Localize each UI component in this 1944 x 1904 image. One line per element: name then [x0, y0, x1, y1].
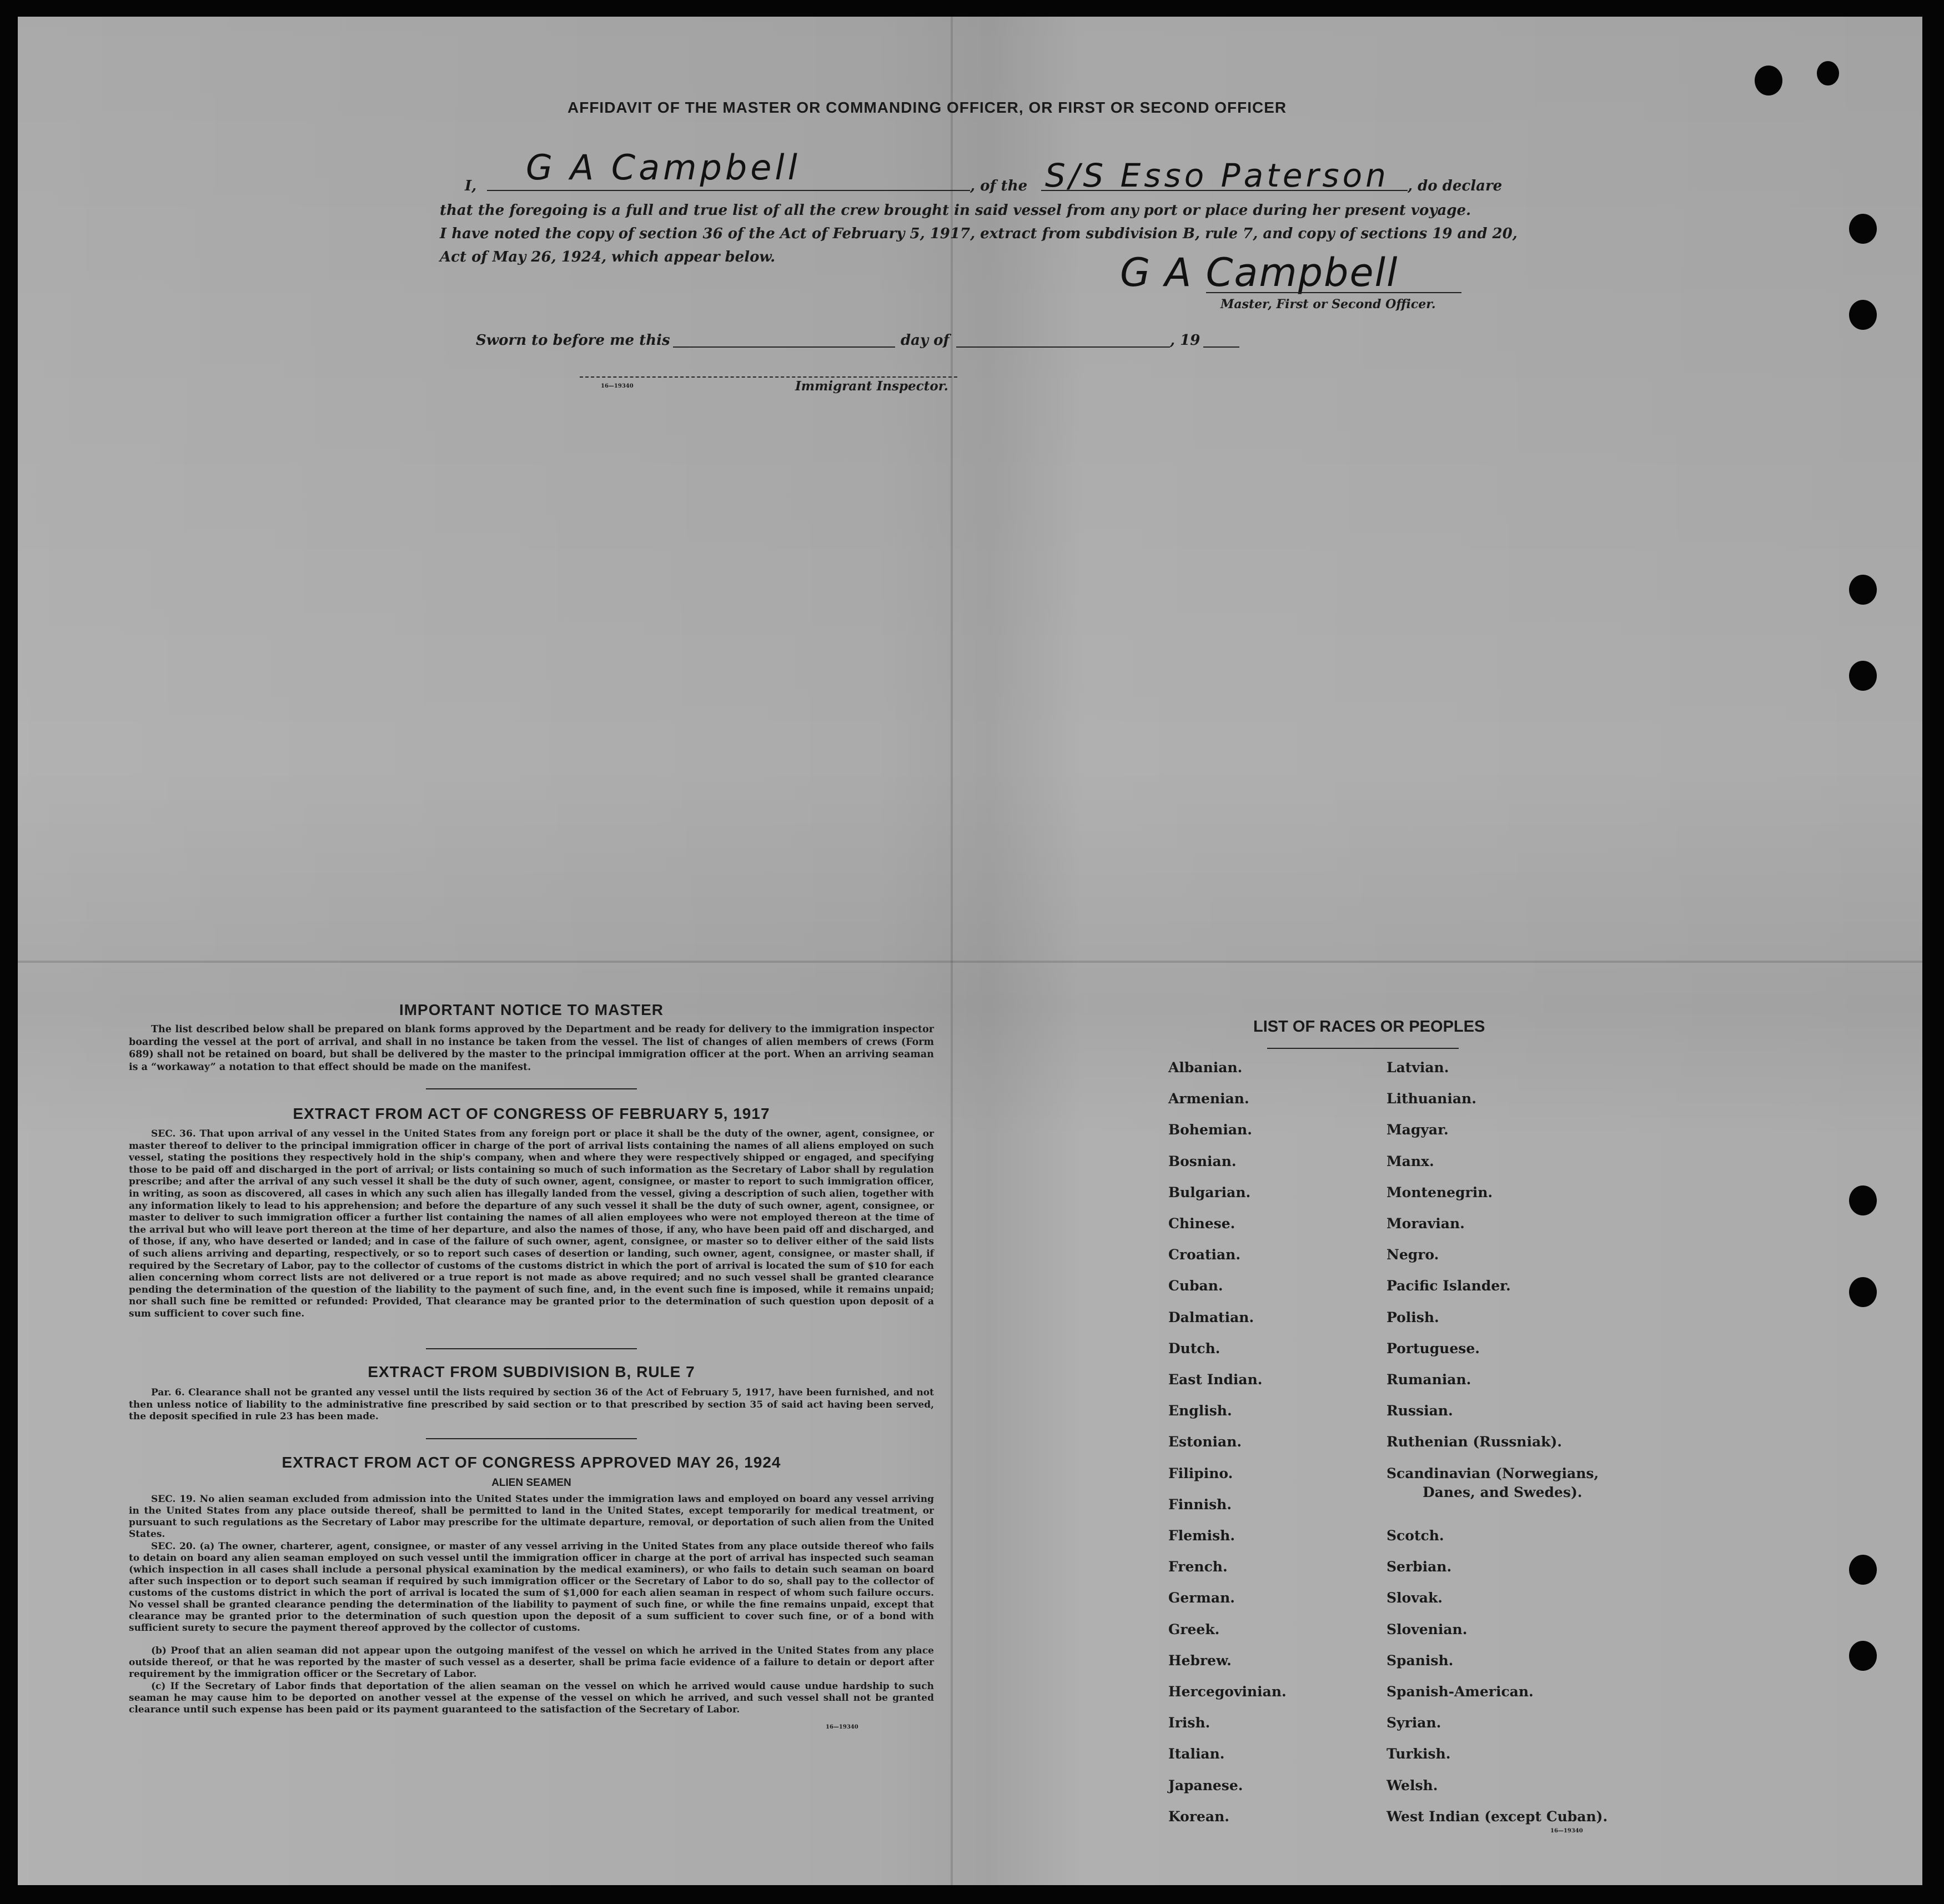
alien-seamen-subtitle: ALIEN SEAMEN: [491, 1477, 571, 1489]
races-title: LIST OF RACES OR PEOPLES: [1253, 1018, 1485, 1036]
affidavit-title: AFFIDAVIT OF THE MASTER OR COMMANDING OFFICER, OR FIRST OR SECOND OFFICER: [567, 99, 1287, 116]
punch-hole: [1849, 661, 1877, 691]
section-divider: [426, 1438, 637, 1439]
notice-text: The list described below shall be prepared on blank forms approved by the Department and be ready for delivery to the immigration inspector boarding the vessel at the port of arrival, and shall in no instance be taken from the vessel. The list of changes of alien members of crews (Form 689) shall not be retained on board, but shall be delivered by the master to the principal immigration officer at the port. When an arriving seaman is a “workaway” a notation to that effect should be made on the manifest.: [129, 1024, 934, 1073]
race-item: Syrian.: [1387, 1715, 1441, 1731]
handwritten-vessel: S/S Esso Paterson: [1045, 157, 1389, 194]
extract-1924-sec20b: (b) Proof that an alien seaman did not appear upon the outgoing manifest of the vessel on which he arrived in the United States from any place outside thereof, or that he was reported by the master of such vessel as a deserter, shall be prima facie evidence of a failure to detain or deport after requirement by the immigration officer or the Secretary of Labor.: [129, 1645, 934, 1680]
race-item: Polish.: [1387, 1309, 1439, 1325]
race-item: Hercegovinian.: [1168, 1684, 1287, 1700]
race-item: Armenian.: [1168, 1091, 1249, 1107]
race-item: Finnish.: [1168, 1496, 1232, 1513]
race-item: Turkish.: [1387, 1746, 1451, 1762]
section-divider: [426, 1088, 637, 1089]
signature: G A Campbell: [1120, 250, 1399, 295]
of-the-label: , of the: [970, 178, 1028, 194]
race-item: German.: [1168, 1590, 1235, 1606]
race-item: Slovenian.: [1387, 1621, 1468, 1637]
punch-hole: [1755, 66, 1782, 96]
race-item: Latvian.: [1387, 1059, 1449, 1076]
punch-hole: [1849, 214, 1877, 244]
punch-hole: [1849, 1641, 1877, 1671]
extract-1924-sec20a: SEC. 20. (a) The owner, charterer, agent, consignee, or master of any vessel arriving in the United States from any place outside thereof who fails to detain on board any alien seaman employed on such vessel until the immigration officer in charge at the port of arrival has inspected such seaman (which inspection in all cases shall include a personal physical examination by the medical examiners), or who fails to detain such seaman on board after such inspection or to deport such seaman if required by such immigration officer or the Secretary of Labor to do so, shall pay to the collector of customs of the customs district in which the port of arrival is located the sum of $1,000 for each alien seaman in respect of whom such failure occurs. No vessel shall be granted clearance pending the determination of the liability to payment of such fine, or while the fine remains unpaid, except that clearance may be granted prior to the determination of such question upon the deposit of a sum sufficient to cover such fine, or of a bond with sufficient surety to secure the payment thereof approved by the collector of customs.: [129, 1541, 934, 1634]
extract-rule7-text: Par. 6. Clearance shall not be granted any vessel until the lists required by section 36 of the Act of February 5, 1917, have been furnished, and not then unless notice of liability to the administrative fine prescribed by said section or to that prescribed by section 35 of said act having been served, the deposit specified in rule 23 has been made.: [129, 1387, 934, 1423]
race-item: Estonian.: [1168, 1434, 1242, 1450]
punch-hole: [1849, 300, 1877, 330]
sworn-day-line: [673, 346, 895, 348]
races-title-rule: [1267, 1048, 1459, 1049]
race-item: Dutch.: [1168, 1340, 1220, 1357]
handwritten-name: G A Campbell: [526, 147, 801, 188]
extract-rule7-title: EXTRACT FROM SUBDIVISION B, RULE 7: [368, 1363, 695, 1380]
extract-1924-sec19: SEC. 19. No alien seaman excluded from admission into the United States under the immigration laws and employed on board any vessel arriving in the United States from any place outside thereof, shall be permitted to land in the United States, except temporarily for medical treatment, or pursuant to such regulations as the Secretary of Labor may prescribe for the ultimate departure, removal, or deportation of such alien from the United States.: [129, 1494, 934, 1540]
affidavit-i-label: I,: [465, 178, 477, 194]
race-item: Russian.: [1387, 1403, 1453, 1419]
extract-1917-title: EXTRACT FROM ACT OF CONGRESS OF FEBRUARY 5, 1917: [293, 1105, 770, 1122]
extract-form-number: 16—19340: [826, 1724, 858, 1730]
race-item: Ruthenian (Russniak).: [1387, 1434, 1562, 1450]
name-line: [487, 190, 970, 191]
sworn-month-line: [956, 346, 1170, 348]
punch-hole: [1849, 1555, 1877, 1585]
race-item: English.: [1168, 1403, 1232, 1419]
race-item: Slovak.: [1387, 1590, 1443, 1606]
extract-1924-title: EXTRACT FROM ACT OF CONGRESS APPROVED MAY 26, 1924: [282, 1454, 781, 1471]
race-item: Croatian.: [1168, 1247, 1241, 1263]
race-item: Spanish-American.: [1387, 1684, 1534, 1700]
race-item: Bulgarian.: [1168, 1184, 1251, 1200]
inspector-label: Immigrant Inspector.: [795, 379, 948, 394]
sworn-label: Sworn to before me this: [476, 332, 670, 349]
race-item: Scotch.: [1387, 1528, 1444, 1544]
notice-title: IMPORTANT NOTICE TO MASTER: [399, 1001, 664, 1018]
race-item: West Indian (except Cuban).: [1387, 1808, 1608, 1825]
punch-hole: [1817, 61, 1839, 86]
extract-1917-text: SEC. 36. That upon arrival of any vessel in the United States from any foreign port or place it shall be the duty of the owner, agent, consignee, or master thereof to deliver to the principal immigration officer in charge of the port of arrival lists containing the names of all aliens employed on such vessel, stating the positions they respectively hold in the ship's company, when and where they were respectively shipped or engaged, and specifying those to be paid off and discharged in the port of arrival; or lists containing so much of such information as the Secretary of Labor shall by regulation prescribe; and after the arrival of any such vessel it shall be the duty of such owner, agent, consignee, or master to report to such immigration officer, in writing, as soon as discovered, all cases in which any such alien has illegally landed from the vessel, giving a description of such alien, together with any information likely to lead to his apprehension; and before the departure of any such vessel it shall be the duty of such owner, agent, consignee, or master to deliver to such immigration officer a further list containing the names of all alien employees who were not employed thereon at the time of the arrival but who will leave port thereon at the time of her departure, and also the names of those, if any, who have been paid off and discharged, and of those, if any, who have deserted or landed; and in case of the failure of such owner, agent, consignee, or master so to deliver either of the said lists of such aliens arriving and departing, respectively, or so to report such cases of desertion or landing, such owner, agent, consignee, or master shall, if required by the Secretary of Labor, pay to the collector of customs of the customs district in which the port of arrival is located the sum of $10 for each alien concerning whom correct lists are not delivered or a true report is not made as above required; and no such vessel shall be granted clearance pending the determination of the question of the liability to the payment of such fine, and, in the event such fine is imposed, while it remains unpaid; nor shall such fine be remitted or refunded: Provided, That clearance may be granted prior to the determination of such question upon deposit of a sum sufficient to cover such fine.: [129, 1128, 934, 1319]
races-form-number: 16—19340: [1550, 1828, 1583, 1834]
race-item: Montenegrin.: [1387, 1184, 1493, 1200]
race-item: Greek.: [1168, 1621, 1220, 1637]
race-item: Cuban.: [1168, 1278, 1223, 1294]
race-item: East Indian.: [1168, 1372, 1263, 1388]
race-item: Hebrew.: [1168, 1652, 1232, 1669]
race-item: Bosnian.: [1168, 1153, 1237, 1169]
race-item: Negro.: [1387, 1247, 1439, 1263]
affidavit-form-number: 16—19340: [601, 383, 634, 389]
race-item: Serbian.: [1387, 1559, 1452, 1575]
race-item: Danes, and Swedes).: [1423, 1484, 1583, 1500]
race-item: Moravian.: [1387, 1215, 1465, 1232]
race-item: Chinese.: [1168, 1215, 1235, 1232]
officer-label: Master, First or Second Officer.: [1220, 297, 1436, 312]
race-item: Korean.: [1168, 1808, 1230, 1825]
punch-hole: [1849, 1277, 1877, 1307]
race-item: Filipino.: [1168, 1465, 1233, 1481]
extract-1924-sec20c: (c) If the Secretary of Labor finds that deportation of the alien seaman on the vessel on which he arrived would cause undue hardship to such seaman he may cause him to be deported on another vessel at the expense of the vessel on which he arrived, and such vessel shall not be granted clearance until such expense has been paid or its payment guaranteed to the satisfaction of the Secretary of Labor.: [129, 1681, 934, 1715]
affidavit-line-2: that the foregoing is a full and true list of all the crew brought in said vessel from any port or place during her present voyage.: [440, 202, 1471, 219]
punch-hole: [1849, 575, 1877, 605]
race-item: Magyar.: [1387, 1122, 1449, 1138]
do-declare-label: , do declare: [1408, 178, 1503, 194]
signature-line: [1206, 292, 1461, 293]
race-item: Spanish.: [1387, 1652, 1454, 1669]
fold-line-horizontal: [18, 961, 1922, 963]
race-item: Japanese.: [1168, 1777, 1243, 1794]
race-item: French.: [1168, 1559, 1228, 1575]
race-item: Scandinavian (Norwegians,: [1387, 1465, 1599, 1481]
race-item: Flemish.: [1168, 1528, 1235, 1544]
punch-hole: [1849, 1185, 1877, 1215]
affidavit-line-4: Act of May 26, 1924, which appear below.: [440, 249, 776, 265]
section-divider: [426, 1348, 637, 1349]
race-item: Pacific Islander.: [1387, 1278, 1511, 1294]
race-item: Lithuanian.: [1387, 1091, 1476, 1107]
race-item: Bohemian.: [1168, 1122, 1252, 1138]
race-item: Irish.: [1168, 1715, 1210, 1731]
document-sheet: [18, 17, 1922, 1885]
race-item: Dalmatian.: [1168, 1309, 1254, 1325]
race-item: Portuguese.: [1387, 1340, 1480, 1357]
year-line: [1203, 346, 1239, 348]
race-item: Rumanian.: [1387, 1372, 1471, 1388]
race-item: Albanian.: [1168, 1059, 1243, 1076]
fold-line-vertical: [951, 17, 953, 1885]
race-item: Manx.: [1387, 1153, 1434, 1169]
inspector-line: [580, 376, 957, 378]
day-of-label: day of: [901, 332, 950, 349]
race-item: Welsh.: [1387, 1777, 1438, 1794]
year-label: , 19: [1170, 332, 1200, 349]
race-item: Italian.: [1168, 1746, 1225, 1762]
affidavit-line-3: I have noted the copy of section 36 of the Act of February 5, 1917, extract from subdivision B, rule 7, and copy of sections 19 and 20,: [440, 225, 1518, 242]
